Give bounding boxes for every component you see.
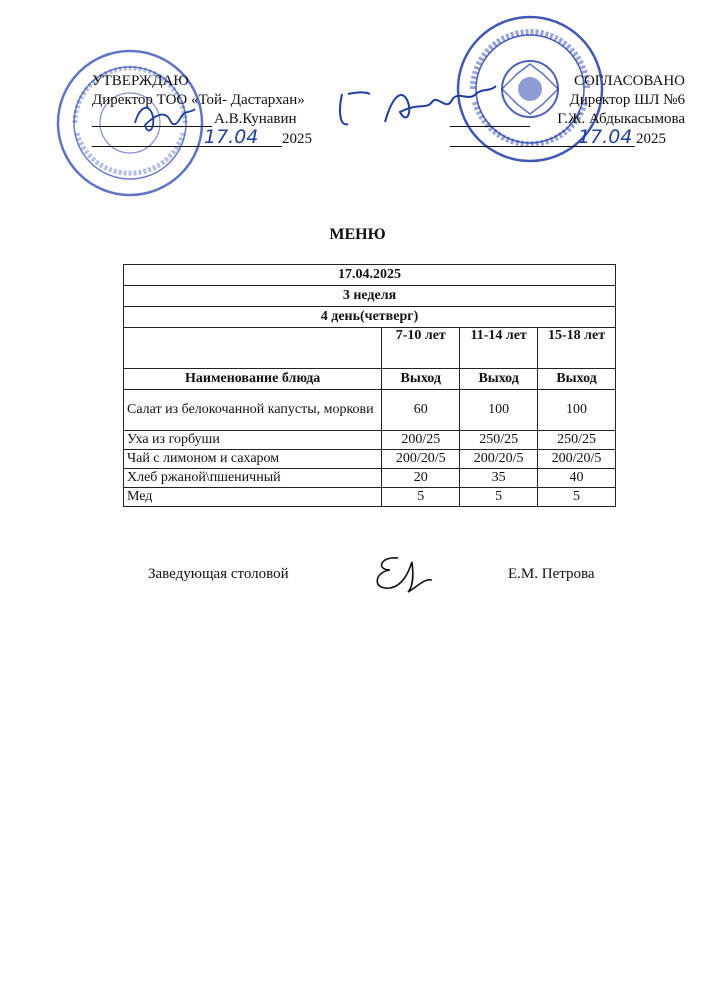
dish-column-header: Наименование блюда — [124, 369, 382, 390]
menu-table — [123, 264, 616, 507]
table-row — [124, 431, 616, 450]
dish-output: 5 — [460, 488, 538, 507]
output-header: Выход — [460, 369, 538, 390]
agree-signature — [330, 72, 500, 142]
dish-output: 250/25 — [538, 431, 616, 450]
dish-name: Чай с лимоном и сахаром — [124, 450, 382, 469]
table-row — [124, 469, 616, 488]
agree-signer: Г.Ж. Абдыкасымова — [557, 111, 685, 127]
agree-date-handwritten: 17.04 — [578, 126, 633, 148]
age-group-header: 7-10 лет — [382, 328, 460, 369]
dish-name: Хлеб ржаной\пшеничный — [124, 469, 382, 488]
dish-output: 35 — [460, 469, 538, 488]
agree-heading: СОГЛАСОВАНО — [573, 73, 685, 89]
footer-role: Заведующая столовой — [148, 566, 289, 582]
document-title: МЕНЮ — [329, 226, 386, 243]
age-group-header: 15-18 лет — [538, 328, 616, 369]
approve-date-handwritten: 17.04 — [204, 126, 259, 148]
menu-day: 4 день(четверг) — [124, 307, 616, 328]
approve-year: 2025 — [282, 131, 312, 147]
approve-signer: А.В.Кунавин — [214, 111, 297, 127]
dish-output: 200/20/5 — [538, 450, 616, 469]
agree-position: Директор ШЛ №6 — [569, 92, 685, 108]
dish-output: 200/20/5 — [460, 450, 538, 469]
table-row — [124, 488, 616, 507]
dish-name: Мед — [124, 488, 382, 507]
agree-signature-line — [450, 126, 530, 127]
dish-output: 250/25 — [460, 431, 538, 450]
dish-output: 200/25 — [382, 431, 460, 450]
table-row — [124, 450, 616, 469]
output-header: Выход — [538, 369, 616, 390]
menu-week: 3 неделя — [124, 286, 616, 307]
table-row — [124, 390, 616, 431]
age-group-header: 11-14 лет — [460, 328, 538, 369]
dish-output: 100 — [460, 390, 538, 431]
dish-output: 5 — [382, 488, 460, 507]
dish-output: 40 — [538, 469, 616, 488]
footer-name: Е.М. Петрова — [508, 566, 595, 582]
dish-output: 60 — [382, 390, 460, 431]
dish-output: 100 — [538, 390, 616, 431]
approve-heading: УТВЕРЖДАЮ — [92, 73, 189, 89]
agree-year: 2025 — [636, 131, 666, 147]
approve-position: Директор ТОО «Той- Дастархан» — [92, 92, 305, 108]
age-header-empty — [124, 328, 382, 369]
dish-name: Уха из горбуши — [124, 431, 382, 450]
dish-output: 20 — [382, 469, 460, 488]
dish-output: 200/20/5 — [382, 450, 460, 469]
dish-output: 5 — [538, 488, 616, 507]
output-header: Выход — [382, 369, 460, 390]
dish-name: Салат из белокочанной капусты, моркови — [124, 390, 382, 431]
approve-signature — [125, 95, 205, 140]
menu-date: 17.04.2025 — [124, 265, 616, 286]
footer-signature — [368, 548, 438, 596]
